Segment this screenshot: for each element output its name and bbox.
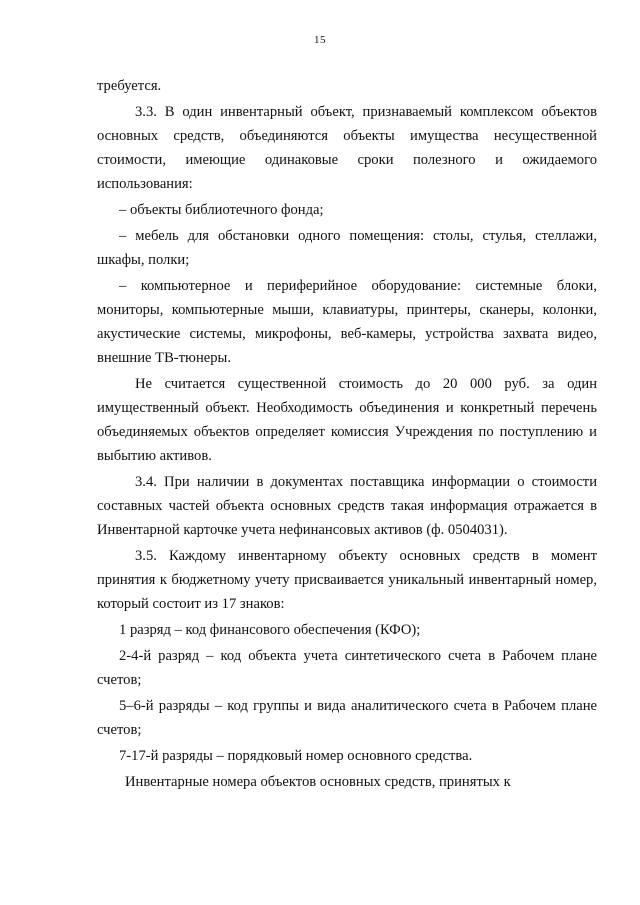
digit-item-5-6: 5–6-й разряды – код группы и вида аналитического счета в Рабочем плане счетов; (97, 698, 597, 738)
list-item-computer: – компьютерное и периферийное оборудование: системные блоки, мониторы, компьютерные мыши, клавиатуры, принтеры, сканеры, колонки, акустические системы, микрофоны, веб-камеры, устройства захвата видео, внешние ТВ-тюнеры. (97, 278, 597, 366)
paragraph-continuation: требуется. (97, 78, 162, 94)
document-body (97, 74, 597, 796)
paragraph-3-5: 3.5. Каждому инвентарному объекту основных средств в момент принятия к бюджетному учету присваивается уникальный инвентарный номер, который состоит из 17 знаков: (97, 548, 597, 612)
paragraph-threshold: Не считается существенной стоимость до 20 000 руб. за один имущественный объект. Необходимость объединения и конкретный перечень объединяемых объектов определяет комиссия Учреждения по поступлению и выбытию активов. (97, 376, 597, 464)
paragraph-3-3: 3.3. В один инвентарный объект, признаваемый комплексом объектов основных средств, объединяются объекты имущества несущественной стоимости, имеющие одинаковые сроки полезного и ожидаемого использования: (97, 104, 597, 192)
paragraph-3-4: 3.4. При наличии в документах поставщика информации о стоимости составных частей объекта основных средств такая информация отражается в Инвентарной карточке учета нефинансовых активов (ф. 0504031). (97, 474, 597, 538)
list-item-furniture: – мебель для обстановки одного помещения: столы, стулья, стеллажи, шкафы, полки; (97, 228, 597, 268)
paragraph-inventory-numbers: Инвентарные номера объектов основных средств, принятых к (125, 774, 511, 790)
list-item-library: – объекты библиотечного фонда; (119, 202, 324, 218)
page-number: 15 (314, 34, 326, 46)
digit-item-7-17: 7-17-й разряды – порядковый номер основного средства. (119, 748, 473, 764)
digit-item-2-4: 2-4-й разряд – код объекта учета синтетического счета в Рабочем плане счетов; (97, 648, 597, 688)
digit-item-1: 1 разряд – код финансового обеспечения (КФО); (119, 622, 421, 638)
